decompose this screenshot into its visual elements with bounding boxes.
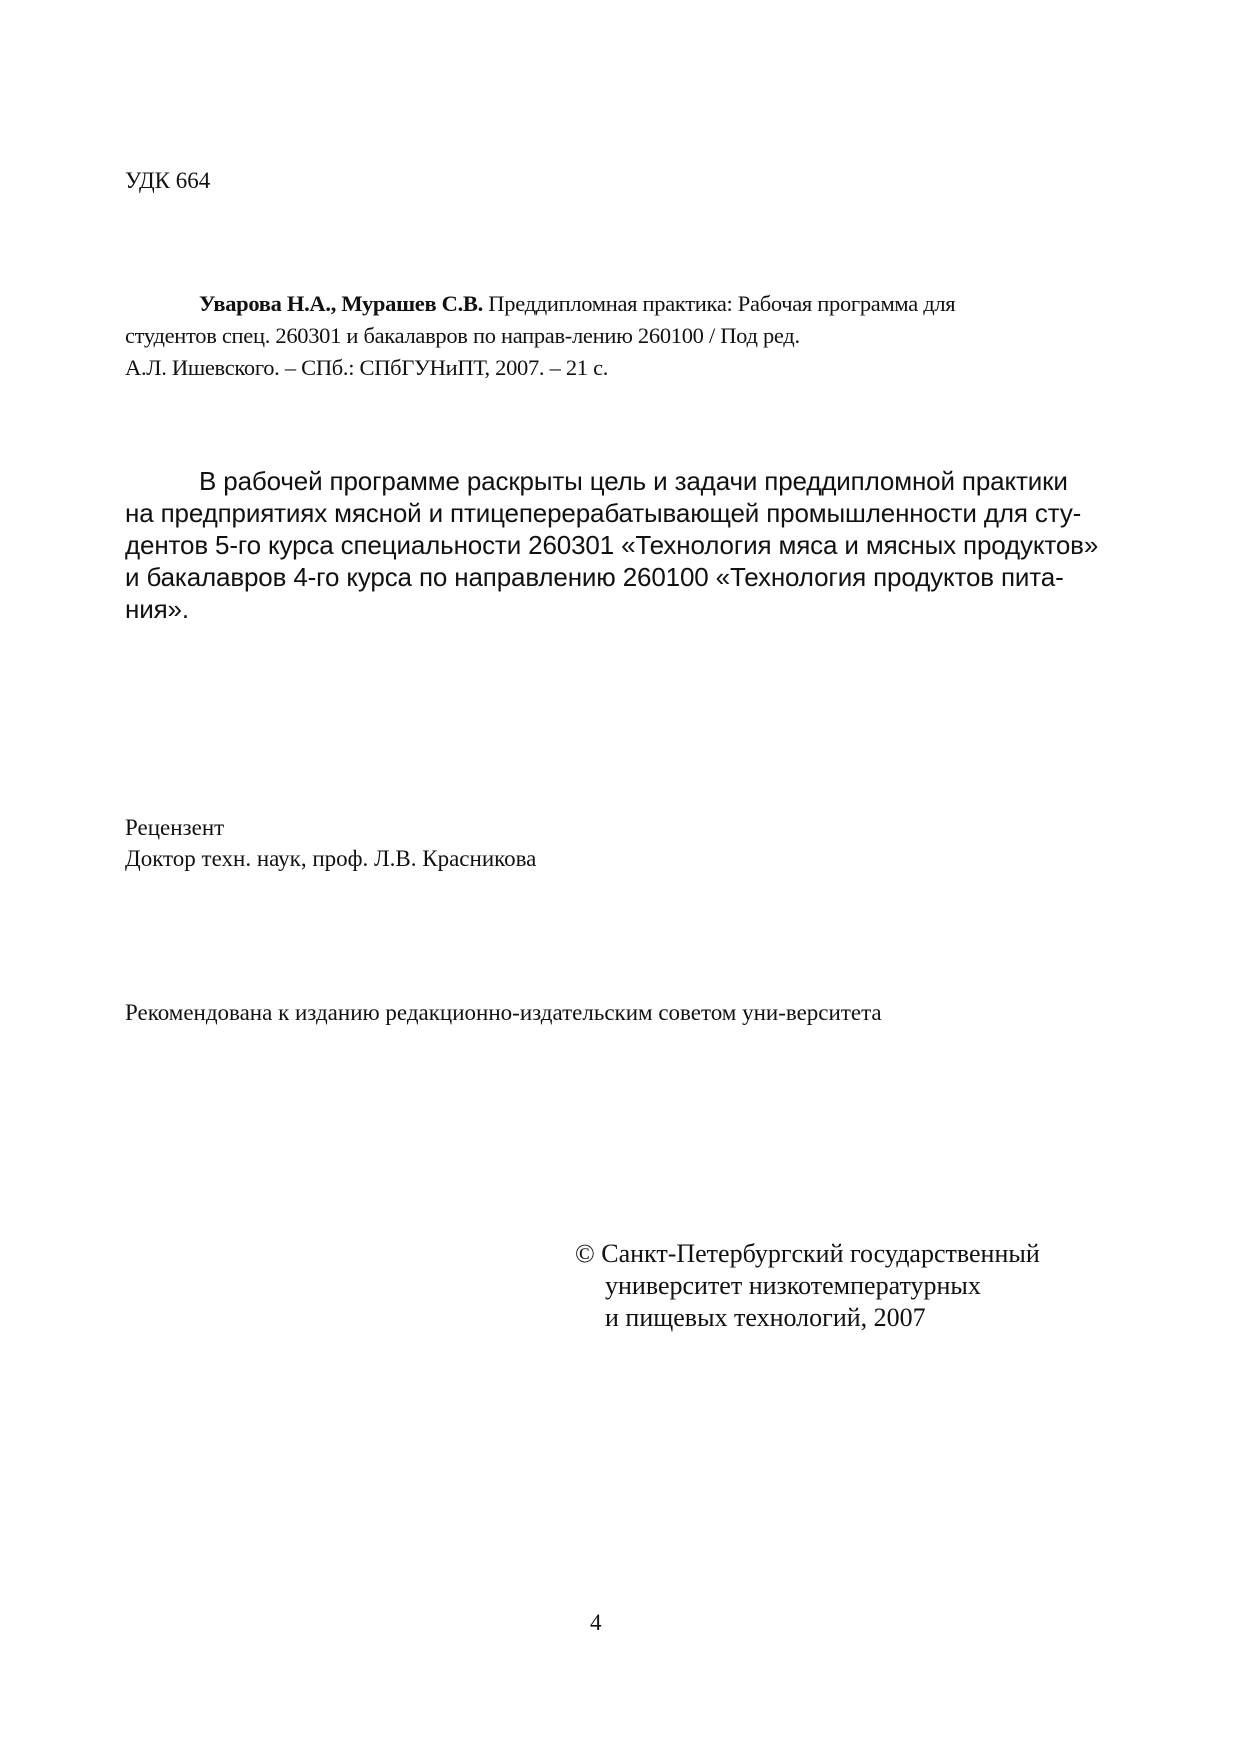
publication-recommendation: Рекомендована к изданию редакционно-издательским советом уни-верситета [125,1000,882,1025]
biblio-authors: Уварова Н.А., Мурашев С.В. [199,291,483,316]
biblio-line-1 [125,288,955,320]
copyright-notice [575,1238,1040,1334]
copyright-line: © Санкт-Петербургский государственный [575,1239,1040,1268]
abstract-line: В рабочей программе раскрыты цель и задачи преддипломной практики [199,466,1068,496]
reviewer-label: Рецензент [125,815,225,840]
page-number: 4 [590,1610,602,1635]
copyright-line: и пищевых технологий, 2007 [605,1303,926,1332]
abstract-line: на предприятиях мясной и птицеперерабатывающей промышленности для сту- [125,498,1082,528]
bibliographic-reference [125,288,955,384]
abstract-line: дентов 5-го курса специальности 260301 «Технология мяса и мясных продуктов» [125,530,1099,560]
abstract-paragraph [125,465,1098,625]
reviewer-block [125,812,536,874]
biblio-line-2: студентов спец. 260301 и бакалавров по направ-лению 260100 / Под ред. [125,323,800,348]
abstract-line: и бакалавров 4-го курса по направлению 260100 «Технология продуктов пита- [125,562,1064,592]
abstract-line: ния». [125,594,189,624]
biblio-title: Преддипломная практика: Рабочая программа для [482,291,956,316]
biblio-line-3: А.Л. Ишевского. – СПб.: СПбГУНиПТ, 2007. – 21 с. [125,355,609,380]
udk-code: УДК 664 [125,168,211,193]
copyright-line: университет низкотемпературных [605,1271,981,1300]
reviewer-name: Доктор техн. наук, проф. Л.В. Красникова [125,846,537,871]
